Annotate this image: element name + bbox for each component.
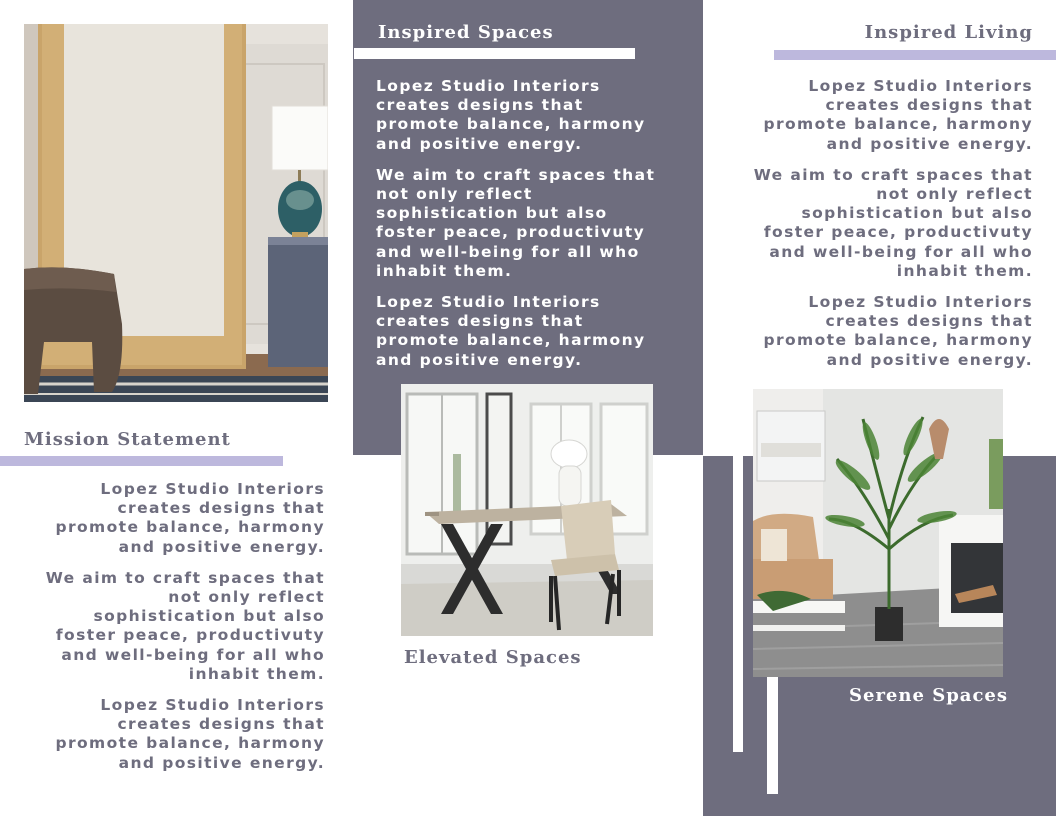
inspired-living-body	[740, 77, 1033, 382]
mission-paragraph: Lopez Studio Interiors creates designs that promote balance, harmony and positive energy.	[55, 480, 325, 556]
living-room-plant-photo	[753, 389, 1003, 677]
inspired-spaces-paragraph: Lopez Studio Interiors creates designs that promote balance, harmony and positive energy.	[376, 293, 646, 369]
mirror-room-photo	[24, 24, 328, 402]
inspired-living-accent-bar	[774, 50, 1056, 60]
mission-accent-bar	[0, 456, 283, 466]
inspired-spaces-paragraph: We aim to craft spaces that not only reflect sophistication but also foster peace, productivuty and well-being for all who inhabit them.	[376, 165, 656, 280]
elevated-spaces-caption: Elevated Spaces	[404, 647, 582, 668]
inspired-living-title: Inspired Living	[864, 22, 1033, 43]
serene-spaces-caption: Serene Spaces	[849, 685, 1008, 706]
inspired-living-paragraph: Lopez Studio Interiors creates designs that promote balance, harmony and positive energy.	[763, 77, 1033, 153]
inspired-living-paragraph: We aim to craft spaces that not only reflect sophistication but also foster peace, productivuty and well-being for all who inhabit them.	[753, 165, 1033, 280]
inspired-spaces-paragraph: Lopez Studio Interiors creates designs that promote balance, harmony and positive energy.	[376, 77, 646, 153]
inspired-spaces-body	[376, 77, 666, 382]
mission-paragraph: We aim to craft spaces that not only reflect sophistication but also foster peace, productivuty and well-being for all who inhabit them.	[45, 568, 325, 683]
inspired-spaces-accent-bar	[354, 48, 635, 59]
mission-statement-title: Mission Statement	[24, 429, 231, 450]
vertical-accent-bar	[733, 456, 743, 752]
inspired-living-paragraph: Lopez Studio Interiors creates designs that promote balance, harmony and positive energy.	[763, 293, 1033, 369]
office-desk-photo	[401, 384, 653, 636]
inspired-spaces-title: Inspired Spaces	[378, 22, 554, 43]
mission-paragraph: Lopez Studio Interiors creates designs that promote balance, harmony and positive energy.	[55, 696, 325, 772]
mission-body	[40, 480, 325, 785]
